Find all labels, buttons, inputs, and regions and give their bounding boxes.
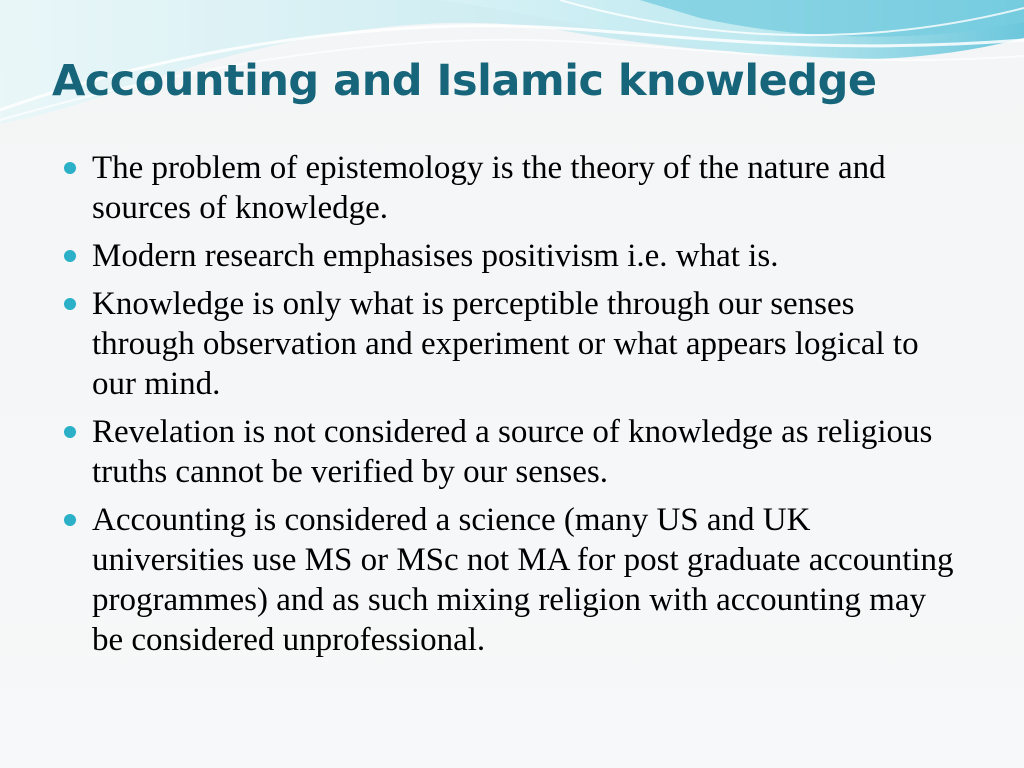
bullet-list: [62, 148, 962, 668]
bullet-dot-icon: [64, 514, 76, 526]
bullet-dot-icon: [64, 162, 76, 174]
slide-title: Accounting and Islamic knowledge: [52, 56, 877, 106]
bullet-text: Accounting is considered a science (many US and UK universities use MS or MSc not MA for post graduate accounting programmes) and as such mixing religion with accounting may be considered unprofessional.: [92, 502, 954, 658]
bullet-text: The problem of epistemology is the theory of the nature and sources of knowledge.: [92, 150, 886, 226]
bullet-dot-icon: [64, 250, 76, 262]
bullet-item: [62, 500, 962, 660]
bullet-dot-icon: [64, 298, 76, 310]
bullet-dot-icon: [64, 426, 76, 438]
bullet-item: [62, 148, 962, 228]
bullet-item: [62, 412, 962, 492]
bullet-item: [62, 284, 962, 404]
bullet-text: Knowledge is only what is perceptible through our senses through observation and experiment or what appears logical to our mind.: [92, 286, 919, 402]
bullet-text: Revelation is not considered a source of knowledge as religious truths cannot be verified by our senses.: [92, 414, 933, 490]
bullet-item: [62, 236, 962, 276]
bullet-text: Modern research emphasises positivism i.e. what is.: [92, 238, 779, 274]
